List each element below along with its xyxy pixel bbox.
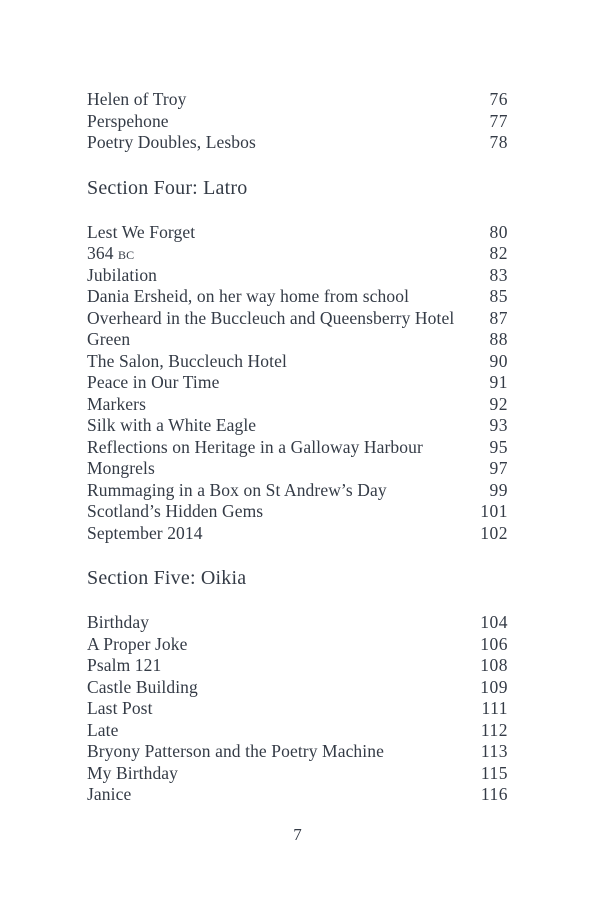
toc-item-page: 92 bbox=[489, 393, 508, 414]
toc-item-page: 78 bbox=[489, 132, 508, 152]
toc-item-page: 88 bbox=[489, 329, 508, 349]
toc-item-title: Scotland’s Hidden Gems bbox=[87, 501, 264, 521]
toc-item-page: 87 bbox=[489, 307, 508, 328]
toc-item bbox=[87, 634, 508, 656]
toc-item-title: Castle Building bbox=[87, 676, 198, 697]
toc-item-page: 77 bbox=[489, 110, 508, 131]
toc-item-title: Birthday bbox=[87, 612, 150, 632]
toc-item bbox=[87, 784, 508, 806]
toc-item bbox=[87, 612, 508, 634]
toc-item-page: 83 bbox=[489, 264, 508, 285]
toc-item bbox=[87, 265, 508, 287]
toc-item-title: A Proper Joke bbox=[87, 633, 188, 654]
toc-item bbox=[87, 523, 508, 545]
toc-item bbox=[87, 308, 508, 330]
toc-item bbox=[87, 243, 508, 265]
table-of-contents bbox=[87, 89, 508, 806]
toc-item-title: Lest We Forget bbox=[87, 221, 196, 242]
toc-item bbox=[87, 720, 508, 742]
toc-item-page: 106 bbox=[480, 633, 508, 654]
toc-item-title: Late bbox=[87, 719, 119, 740]
toc-item-page: 80 bbox=[489, 221, 508, 242]
toc-item-page: 102 bbox=[480, 522, 508, 543]
toc-item bbox=[87, 89, 508, 111]
toc-item bbox=[87, 351, 508, 373]
toc-item-title: The Salon, Buccleuch Hotel bbox=[87, 350, 287, 371]
toc-item-page: 99 bbox=[489, 479, 508, 500]
toc-item bbox=[87, 741, 508, 763]
toc-item bbox=[87, 698, 508, 720]
toc-item-title: Janice bbox=[87, 784, 132, 804]
toc-section-heading: Section Four: Latro bbox=[87, 176, 248, 199]
toc-item-page: 109 bbox=[480, 676, 508, 697]
toc-item-page: 76 bbox=[489, 89, 508, 109]
toc-item bbox=[87, 480, 508, 502]
toc-item-title: Markers bbox=[87, 393, 147, 414]
toc-item bbox=[87, 132, 508, 154]
toc-item-title: Jubilation bbox=[87, 264, 158, 285]
toc-item bbox=[87, 501, 508, 523]
toc-item bbox=[87, 763, 508, 785]
toc-item-page: 95 bbox=[489, 436, 508, 457]
toc-item-title: Helen of Troy bbox=[87, 89, 187, 109]
toc-item-title: Last Post bbox=[87, 698, 153, 718]
toc-item-page: 97 bbox=[489, 458, 508, 478]
toc-item-page: 91 bbox=[489, 372, 508, 392]
toc-item-title: Mongrels bbox=[87, 458, 155, 478]
toc-item-page: 90 bbox=[489, 350, 508, 371]
toc-item bbox=[87, 677, 508, 699]
toc-item-page: 116 bbox=[480, 784, 508, 804]
toc-item-page: 101 bbox=[480, 501, 508, 521]
toc-item-title: Rummaging in a Box on St Andrew’s Day bbox=[87, 479, 387, 500]
toc-item bbox=[87, 415, 508, 437]
toc-item-title: 364 bc bbox=[87, 243, 135, 263]
toc-item-page: 82 bbox=[489, 243, 508, 263]
toc-item-title: My Birthday bbox=[87, 762, 179, 783]
toc-item bbox=[87, 394, 508, 416]
toc-section-heading: Section Five: Oikia bbox=[87, 567, 247, 589]
toc-item-title: September 2014 bbox=[87, 522, 203, 543]
toc-item-title: Psalm 121 bbox=[87, 655, 162, 675]
toc-item-title: Silk with a White Eagle bbox=[87, 415, 257, 435]
toc-item-page: 112 bbox=[480, 719, 508, 740]
toc-item-page: 108 bbox=[480, 655, 508, 675]
toc-item-page: 85 bbox=[489, 286, 508, 306]
toc-item-page: 104 bbox=[480, 612, 508, 632]
page-number: 7 bbox=[293, 825, 302, 844]
toc-item-title: Overheard in the Buccleuch and Queensberry Hotel bbox=[87, 307, 455, 328]
toc-item-title: Green bbox=[87, 329, 131, 349]
toc-item-page: 113 bbox=[480, 741, 508, 761]
toc-item bbox=[87, 111, 508, 133]
toc-item-page: 115 bbox=[480, 762, 508, 783]
toc-item-title: Bryony Patterson and the Poetry Machine bbox=[87, 741, 384, 761]
toc-item-title: Reflections on Heritage in a Galloway Harbour bbox=[87, 436, 423, 457]
toc-item-page: 93 bbox=[489, 415, 508, 435]
toc-item bbox=[87, 329, 508, 351]
toc-item-title: Poetry Doubles, Lesbos bbox=[87, 132, 256, 152]
toc-item-title: Peace in Our Time bbox=[87, 372, 220, 392]
toc-item bbox=[87, 286, 508, 308]
toc-item-title: Dania Ersheid, on her way home from school bbox=[87, 286, 410, 306]
toc-item bbox=[87, 655, 508, 677]
toc-item bbox=[87, 372, 508, 394]
toc-item bbox=[87, 437, 508, 459]
toc-item-page: 111 bbox=[481, 698, 508, 718]
toc-item bbox=[87, 458, 508, 480]
toc-item bbox=[87, 222, 508, 244]
toc-item-title: Perspehone bbox=[87, 110, 169, 131]
